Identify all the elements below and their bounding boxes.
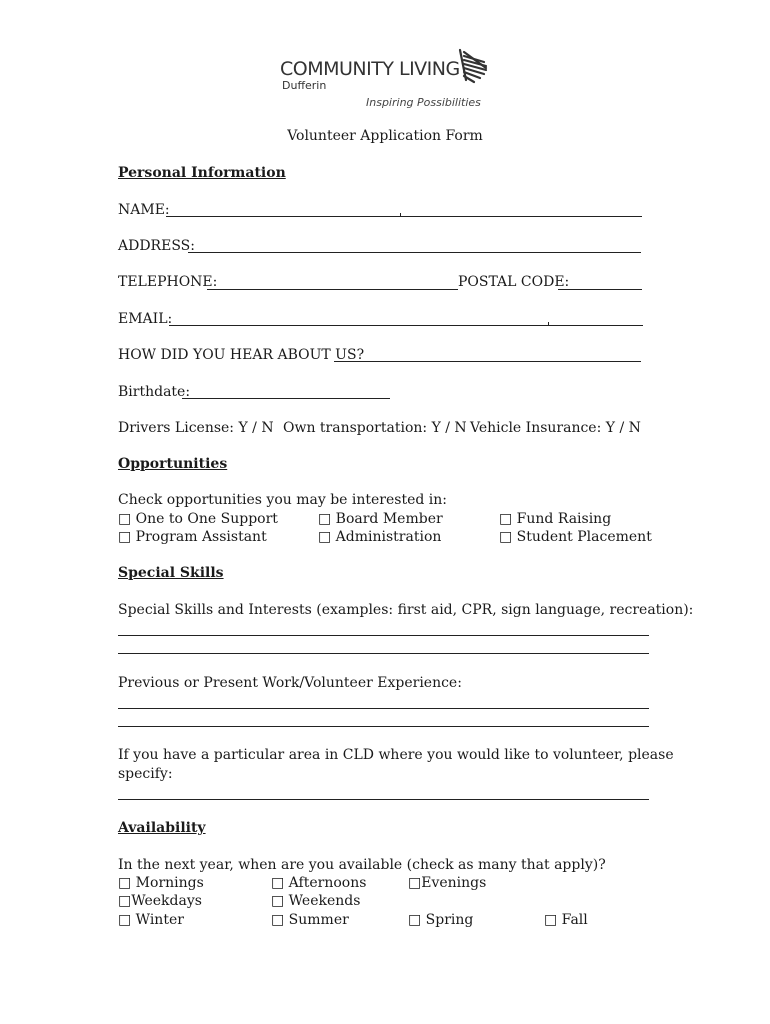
special-skills-line-2[interactable]: [118, 653, 649, 654]
name-field[interactable]: [166, 216, 642, 217]
birthdate-field[interactable]: [182, 398, 390, 399]
checkbox-student-placement[interactable]: □ Student Placement: [499, 529, 652, 545]
checkbox-program-assistant[interactable]: □ Program Assistant: [118, 529, 267, 545]
opportunities-heading: Opportunities: [118, 456, 228, 472]
email-field[interactable]: [169, 325, 643, 326]
experience-line-1[interactable]: [118, 708, 649, 709]
checkbox-fund-raising[interactable]: □ Fund Raising: [499, 511, 612, 527]
vehicle-insurance-option[interactable]: Vehicle Insurance: Y / N: [470, 420, 641, 436]
area-prompt-line-2: specify:: [118, 766, 173, 782]
availability-prompt: In the next year, when are you available (check as many that apply)?: [118, 857, 606, 873]
hear-about-us-field[interactable]: [334, 361, 641, 362]
checkbox-summer[interactable]: □ Summer: [271, 912, 349, 928]
checkbox-winter[interactable]: □ Winter: [118, 912, 184, 928]
special-skills-prompt: Special Skills and Interests (examples: first aid, CPR, sign language, recreation):: [118, 602, 694, 618]
checkbox-spring[interactable]: □ Spring: [408, 912, 474, 928]
area-prompt-line-1: If you have a particular area in CLD where you would like to volunteer, please: [118, 747, 674, 763]
opportunities-prompt: Check opportunities you may be interested in:: [118, 492, 448, 508]
logo-name: COMMUNITY LIVING: [280, 58, 460, 80]
checkbox-one-to-one-support[interactable]: □ One to One Support: [118, 511, 278, 527]
name-field-divider: [400, 213, 401, 217]
postal-code-field[interactable]: [558, 289, 642, 290]
email-field-divider: [548, 322, 549, 326]
checkbox-evenings[interactable]: □Evenings: [408, 875, 487, 891]
name-label: NAME:: [118, 202, 170, 218]
birthdate-label: Birthdate:: [118, 384, 191, 400]
checkbox-weekdays[interactable]: □Weekdays: [118, 893, 202, 909]
checkbox-administration[interactable]: □ Administration: [318, 529, 442, 545]
telephone-label: TELEPHONE:: [118, 274, 218, 290]
logo-rays-icon: [456, 46, 492, 86]
checkbox-board-member[interactable]: □ Board Member: [318, 511, 443, 527]
availability-heading: Availability: [118, 820, 206, 836]
drivers-license-option[interactable]: Drivers License: Y / N: [118, 420, 274, 436]
checkbox-afternoons[interactable]: □ Afternoons: [271, 875, 367, 891]
address-label: ADDRESS:: [118, 238, 195, 254]
special-skills-heading: Special Skills: [118, 565, 224, 581]
experience-line-2[interactable]: [118, 726, 649, 727]
logo-tagline: Inspiring Possibilities: [366, 96, 481, 109]
address-field[interactable]: [188, 252, 641, 253]
hear-about-us-label: HOW DID YOU HEAR ABOUT US?: [118, 347, 365, 363]
experience-prompt: Previous or Present Work/Volunteer Experience:: [118, 675, 462, 691]
personal-information-heading: Personal Information: [118, 165, 286, 181]
postal-code-label: POSTAL CODE:: [458, 274, 570, 290]
special-skills-line-1[interactable]: [118, 635, 649, 636]
checkbox-mornings[interactable]: □ Mornings: [118, 875, 204, 891]
own-transportation-option[interactable]: Own transportation: Y / N: [283, 420, 467, 436]
checkbox-fall[interactable]: □ Fall: [544, 912, 588, 928]
form-title: Volunteer Application Form: [287, 128, 483, 144]
organization-logo: [280, 44, 495, 114]
area-line[interactable]: [118, 799, 649, 800]
email-label: EMAIL:: [118, 311, 173, 327]
telephone-field[interactable]: [207, 289, 458, 290]
logo-subname: Dufferin: [282, 79, 327, 92]
checkbox-weekends[interactable]: □ Weekends: [271, 893, 361, 909]
